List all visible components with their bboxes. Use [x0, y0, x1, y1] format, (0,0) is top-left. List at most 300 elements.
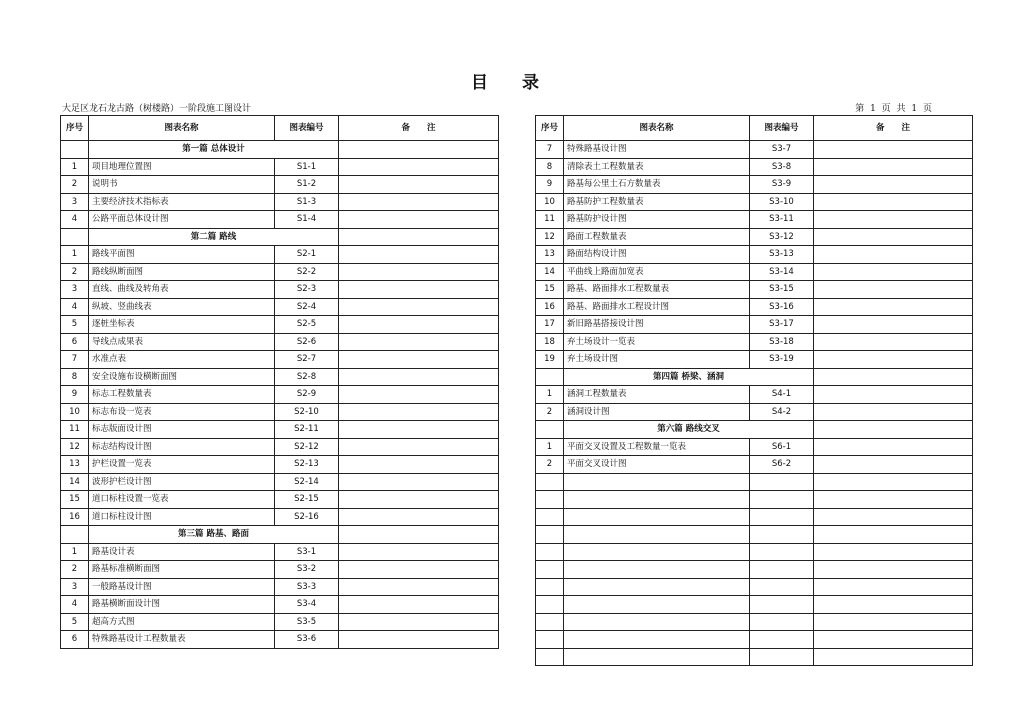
header-name: 图表名称 — [564, 116, 750, 141]
remark-cell — [339, 421, 499, 439]
code-cell: S2-2 — [275, 263, 339, 281]
seq-cell: 3 — [61, 193, 89, 211]
code-cell: S4-2 — [750, 403, 814, 421]
code-cell — [750, 473, 814, 491]
page-title: 目 录 — [471, 73, 553, 93]
seq-cell: 18 — [536, 333, 564, 351]
remark-cell — [814, 543, 973, 561]
section-seq-cell — [61, 526, 89, 544]
empty-row — [536, 631, 973, 649]
remark-cell — [814, 421, 973, 439]
code-cell: S3-8 — [750, 158, 814, 176]
table-row — [61, 333, 499, 351]
code-cell — [750, 596, 814, 614]
name-cell: 路基、路面排水工程设计图 — [564, 298, 750, 316]
seq-cell: 19 — [536, 351, 564, 369]
code-cell — [750, 508, 814, 526]
name-cell: 弃土场设计一览表 — [564, 333, 750, 351]
seq-cell: 6 — [61, 333, 89, 351]
remark-cell — [814, 386, 973, 404]
section-title: 第二篇 路线 — [89, 228, 339, 246]
code-cell: S2-1 — [275, 246, 339, 264]
remark-cell — [814, 281, 973, 299]
seq-cell: 7 — [536, 141, 564, 159]
code-cell — [750, 526, 814, 544]
table-row — [61, 578, 499, 596]
seq-cell: 11 — [61, 421, 89, 439]
table-row — [61, 193, 499, 211]
seq-cell: 1 — [536, 386, 564, 404]
table-row — [61, 631, 499, 649]
empty-row — [536, 526, 973, 544]
remark-cell — [339, 298, 499, 316]
empty-row — [536, 561, 973, 579]
section-row — [536, 368, 973, 386]
table-body-left — [61, 141, 499, 649]
contents-table-left — [60, 115, 499, 649]
name-cell: 逐桩坐标表 — [89, 316, 275, 334]
remark-cell — [814, 561, 973, 579]
remark-cell — [339, 508, 499, 526]
name-cell — [564, 648, 750, 666]
seq-cell: 1 — [61, 246, 89, 264]
remark-cell — [814, 596, 973, 614]
name-cell: 超高方式图 — [89, 613, 275, 631]
name-cell: 标志版面设计图 — [89, 421, 275, 439]
seq-cell: 6 — [61, 631, 89, 649]
header-code: 图表编号 — [275, 116, 339, 141]
code-cell: S2-3 — [275, 281, 339, 299]
name-cell: 特殊路基设计工程数量表 — [89, 631, 275, 649]
code-cell: S2-7 — [275, 351, 339, 369]
code-cell: S4-1 — [750, 386, 814, 404]
empty-row — [536, 578, 973, 596]
code-cell: S2-15 — [275, 491, 339, 509]
seq-cell: 1 — [61, 158, 89, 176]
section-seq-cell — [536, 368, 564, 386]
remark-cell — [339, 386, 499, 404]
seq-cell: 4 — [61, 596, 89, 614]
name-cell: 路基横断面设计图 — [89, 596, 275, 614]
section-row — [536, 421, 973, 439]
section-title: 第六篇 路线交叉 — [564, 421, 814, 439]
header-seq: 序号 — [61, 116, 89, 141]
seq-cell: 3 — [61, 281, 89, 299]
code-cell: S3-2 — [275, 561, 339, 579]
table-header-row — [536, 116, 973, 141]
table-row — [61, 246, 499, 264]
code-cell: S3-11 — [750, 211, 814, 229]
remark-cell — [814, 316, 973, 334]
remark-cell — [814, 631, 973, 649]
remark-cell — [814, 246, 973, 264]
section-seq-cell — [61, 228, 89, 246]
code-cell — [750, 648, 814, 666]
project-subtitle: 大足区龙石龙古路（树楼路）一阶段施工图设计 — [62, 104, 252, 114]
seq-cell: 11 — [536, 211, 564, 229]
table-row — [61, 403, 499, 421]
table-row — [61, 508, 499, 526]
code-cell: S2-14 — [275, 473, 339, 491]
empty-row — [536, 648, 973, 666]
name-cell: 路基每公里土石方数量表 — [564, 176, 750, 194]
remark-cell — [339, 456, 499, 474]
table-row — [61, 368, 499, 386]
code-cell: S3-4 — [275, 596, 339, 614]
remark-cell — [339, 333, 499, 351]
code-cell: S1-3 — [275, 193, 339, 211]
table-row — [536, 211, 973, 229]
code-cell — [750, 613, 814, 631]
remark-cell — [814, 176, 973, 194]
seq-cell: 14 — [61, 473, 89, 491]
seq-cell: 10 — [61, 403, 89, 421]
empty-row — [536, 543, 973, 561]
code-cell: S3-14 — [750, 263, 814, 281]
remark-cell — [339, 491, 499, 509]
table-row — [61, 176, 499, 194]
seq-cell: 15 — [536, 281, 564, 299]
name-cell: 公路平面总体设计图 — [89, 211, 275, 229]
table-row — [61, 386, 499, 404]
seq-cell — [536, 596, 564, 614]
name-cell — [564, 578, 750, 596]
seq-cell — [536, 578, 564, 596]
table-row — [61, 456, 499, 474]
empty-row — [536, 473, 973, 491]
code-cell — [750, 561, 814, 579]
remark-cell — [339, 473, 499, 491]
name-cell: 特殊路基设计图 — [564, 141, 750, 159]
table-row — [61, 281, 499, 299]
code-cell: S3-9 — [750, 176, 814, 194]
table-row — [61, 438, 499, 456]
code-cell: S3-12 — [750, 228, 814, 246]
name-cell — [564, 543, 750, 561]
remark-cell — [814, 333, 973, 351]
remark-cell — [339, 578, 499, 596]
code-cell: S6-1 — [750, 438, 814, 456]
name-cell: 护栏设置一览表 — [89, 456, 275, 474]
remark-cell — [814, 263, 973, 281]
name-cell: 直线、曲线及转角表 — [89, 281, 275, 299]
seq-cell: 5 — [61, 316, 89, 334]
name-cell: 一般路基设计图 — [89, 578, 275, 596]
code-cell: S3-16 — [750, 298, 814, 316]
remark-cell — [339, 176, 499, 194]
code-cell: S3-5 — [275, 613, 339, 631]
table-body-right — [536, 141, 973, 666]
table-row — [61, 613, 499, 631]
seq-cell: 4 — [61, 298, 89, 316]
code-cell: S3-15 — [750, 281, 814, 299]
remark-cell — [339, 561, 499, 579]
seq-cell: 9 — [536, 176, 564, 194]
seq-cell: 7 — [61, 351, 89, 369]
name-cell: 路线纵断面图 — [89, 263, 275, 281]
remark-cell — [814, 473, 973, 491]
name-cell: 路线平面图 — [89, 246, 275, 264]
seq-cell: 2 — [536, 456, 564, 474]
name-cell: 说明书 — [89, 176, 275, 194]
seq-cell: 16 — [61, 508, 89, 526]
seq-cell: 15 — [61, 491, 89, 509]
remark-cell — [814, 351, 973, 369]
table-header-row — [61, 116, 499, 141]
code-cell: S1-4 — [275, 211, 339, 229]
name-cell: 平面交叉设计图 — [564, 456, 750, 474]
name-cell: 路面工程数量表 — [564, 228, 750, 246]
seq-cell — [536, 491, 564, 509]
page-info: 第 1 页 共 1 页 — [855, 104, 932, 114]
name-cell: 导线点成果表 — [89, 333, 275, 351]
name-cell: 路面结构设计图 — [564, 246, 750, 264]
section-title: 第三篇 路基、路面 — [89, 526, 339, 544]
table-row — [61, 473, 499, 491]
remark-cell — [814, 508, 973, 526]
remark-cell — [814, 298, 973, 316]
remark-cell — [814, 403, 973, 421]
remark-cell — [339, 193, 499, 211]
name-cell: 路基、路面排水工程数量表 — [564, 281, 750, 299]
table-row — [536, 193, 973, 211]
table-row — [536, 333, 973, 351]
seq-cell — [536, 613, 564, 631]
remark-cell — [339, 438, 499, 456]
name-cell: 路基设计表 — [89, 543, 275, 561]
header-seq: 序号 — [536, 116, 564, 141]
table-row — [61, 561, 499, 579]
seq-cell: 12 — [61, 438, 89, 456]
name-cell: 清除表土工程数量表 — [564, 158, 750, 176]
seq-cell — [536, 648, 564, 666]
remark-cell — [339, 211, 499, 229]
remark-cell — [814, 193, 973, 211]
name-cell: 水准点表 — [89, 351, 275, 369]
name-cell: 道口标柱设计图 — [89, 508, 275, 526]
code-cell: S1-2 — [275, 176, 339, 194]
section-title: 第四篇 桥梁、涵洞 — [564, 368, 814, 386]
remark-cell — [339, 158, 499, 176]
code-cell — [750, 491, 814, 509]
name-cell: 路基标准横断面图 — [89, 561, 275, 579]
section-seq-cell — [61, 141, 89, 159]
code-cell: S2-12 — [275, 438, 339, 456]
table-row — [536, 403, 973, 421]
table-row — [536, 351, 973, 369]
code-cell: S3-19 — [750, 351, 814, 369]
remark-cell — [814, 491, 973, 509]
name-cell — [564, 491, 750, 509]
remark-cell — [339, 543, 499, 561]
header-code: 图表编号 — [750, 116, 814, 141]
remark-cell — [814, 613, 973, 631]
remark-cell — [339, 351, 499, 369]
name-cell: 标志工程数量表 — [89, 386, 275, 404]
name-cell: 涵洞设计图 — [564, 403, 750, 421]
remark-cell — [339, 141, 499, 159]
seq-cell: 13 — [61, 456, 89, 474]
name-cell: 项目地理位置图 — [89, 158, 275, 176]
code-cell — [750, 543, 814, 561]
section-row — [61, 526, 499, 544]
table-row — [61, 298, 499, 316]
remark-cell — [814, 578, 973, 596]
seq-cell: 2 — [536, 403, 564, 421]
table-row — [61, 491, 499, 509]
table-row — [61, 596, 499, 614]
section-title: 第一篇 总体设计 — [89, 141, 339, 159]
code-cell — [750, 631, 814, 649]
code-cell: S2-6 — [275, 333, 339, 351]
remark-cell — [339, 526, 499, 544]
code-cell: S2-8 — [275, 368, 339, 386]
seq-cell: 10 — [536, 193, 564, 211]
table-row — [536, 246, 973, 264]
name-cell: 平曲线上路面加宽表 — [564, 263, 750, 281]
seq-cell: 12 — [536, 228, 564, 246]
code-cell: S6-2 — [750, 456, 814, 474]
name-cell: 道口标柱设置一览表 — [89, 491, 275, 509]
section-seq-cell — [536, 421, 564, 439]
name-cell: 涵洞工程数量表 — [564, 386, 750, 404]
seq-cell: 8 — [61, 368, 89, 386]
table-row — [536, 141, 973, 159]
code-cell: S2-10 — [275, 403, 339, 421]
seq-cell: 9 — [61, 386, 89, 404]
header-remark: 备 注 — [814, 116, 973, 141]
section-row — [61, 228, 499, 246]
code-cell: S1-1 — [275, 158, 339, 176]
seq-cell: 1 — [536, 438, 564, 456]
remark-cell — [339, 263, 499, 281]
name-cell: 新旧路基搭接设计图 — [564, 316, 750, 334]
seq-cell: 4 — [61, 211, 89, 229]
seq-cell: 3 — [61, 578, 89, 596]
code-cell: S3-6 — [275, 631, 339, 649]
name-cell: 弃土场设计图 — [564, 351, 750, 369]
table-row — [61, 316, 499, 334]
table-row — [536, 456, 973, 474]
table-row — [536, 298, 973, 316]
name-cell — [564, 631, 750, 649]
table-row — [536, 158, 973, 176]
seq-cell: 5 — [61, 613, 89, 631]
name-cell: 路基防护工程数量表 — [564, 193, 750, 211]
name-cell — [564, 526, 750, 544]
contents-table-right — [535, 115, 973, 666]
name-cell: 安全设施布设横断面图 — [89, 368, 275, 386]
seq-cell: 17 — [536, 316, 564, 334]
code-cell: S2-16 — [275, 508, 339, 526]
name-cell: 波形护栏设计图 — [89, 473, 275, 491]
remark-cell — [814, 158, 973, 176]
name-cell: 路基防护设计图 — [564, 211, 750, 229]
seq-cell: 2 — [61, 263, 89, 281]
code-cell: S3-1 — [275, 543, 339, 561]
remark-cell — [339, 403, 499, 421]
seq-cell: 14 — [536, 263, 564, 281]
remark-cell — [339, 613, 499, 631]
seq-cell — [536, 473, 564, 491]
table-row — [536, 316, 973, 334]
remark-cell — [339, 246, 499, 264]
remark-cell — [814, 456, 973, 474]
remark-cell — [814, 211, 973, 229]
empty-row — [536, 491, 973, 509]
remark-cell — [339, 281, 499, 299]
header-remark: 备 注 — [339, 116, 499, 141]
name-cell — [564, 613, 750, 631]
name-cell: 主要经济技术指标表 — [89, 193, 275, 211]
name-cell — [564, 596, 750, 614]
seq-cell: 13 — [536, 246, 564, 264]
seq-cell — [536, 508, 564, 526]
name-cell: 平面交叉设置及工程数量一览表 — [564, 438, 750, 456]
code-cell — [750, 578, 814, 596]
remark-cell — [814, 368, 973, 386]
code-cell: S2-5 — [275, 316, 339, 334]
table-row — [536, 386, 973, 404]
header-name: 图表名称 — [89, 116, 275, 141]
seq-cell — [536, 543, 564, 561]
empty-row — [536, 613, 973, 631]
code-cell: S2-4 — [275, 298, 339, 316]
remark-cell — [814, 438, 973, 456]
seq-cell: 2 — [61, 176, 89, 194]
remark-cell — [814, 228, 973, 246]
remark-cell — [814, 526, 973, 544]
code-cell: S2-13 — [275, 456, 339, 474]
empty-row — [536, 596, 973, 614]
table-row — [61, 421, 499, 439]
name-cell — [564, 561, 750, 579]
code-cell: S3-13 — [750, 246, 814, 264]
table-row — [61, 263, 499, 281]
remark-cell — [339, 596, 499, 614]
section-row — [61, 141, 499, 159]
code-cell: S3-7 — [750, 141, 814, 159]
table-row — [536, 228, 973, 246]
code-cell: S3-18 — [750, 333, 814, 351]
code-cell: S2-9 — [275, 386, 339, 404]
remark-cell — [339, 631, 499, 649]
table-row — [61, 158, 499, 176]
table-row — [61, 543, 499, 561]
remark-cell — [814, 141, 973, 159]
seq-cell — [536, 526, 564, 544]
seq-cell — [536, 631, 564, 649]
code-cell: S2-11 — [275, 421, 339, 439]
remark-cell — [339, 316, 499, 334]
table-row — [61, 351, 499, 369]
seq-cell — [536, 561, 564, 579]
seq-cell: 8 — [536, 158, 564, 176]
empty-row — [536, 508, 973, 526]
name-cell — [564, 473, 750, 491]
table-row — [536, 176, 973, 194]
remark-cell — [339, 228, 499, 246]
seq-cell: 16 — [536, 298, 564, 316]
name-cell — [564, 508, 750, 526]
name-cell: 纵坡、竖曲线表 — [89, 298, 275, 316]
seq-cell: 2 — [61, 561, 89, 579]
remark-cell — [814, 648, 973, 666]
table-row — [536, 263, 973, 281]
code-cell: S3-3 — [275, 578, 339, 596]
code-cell: S3-17 — [750, 316, 814, 334]
seq-cell: 1 — [61, 543, 89, 561]
